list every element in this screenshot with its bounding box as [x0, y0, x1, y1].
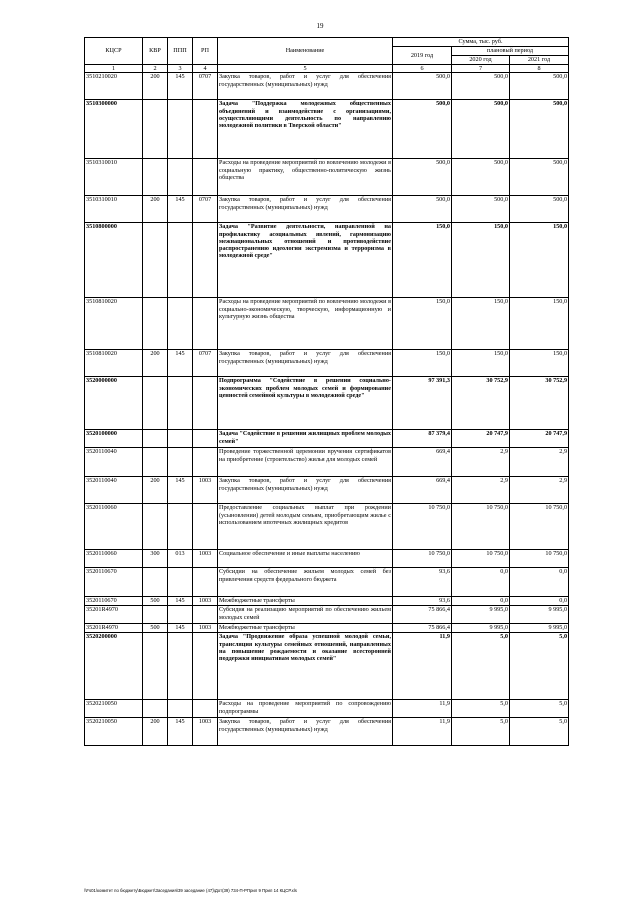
ppp-cell: 145 [168, 196, 193, 223]
ppp-cell: 145 [168, 350, 193, 377]
rp-cell [193, 700, 218, 718]
kvr-cell [143, 377, 168, 430]
rp-cell [193, 430, 218, 448]
value-2020-cell: 9 995,0 [452, 624, 510, 633]
ppp-cell [168, 568, 193, 597]
value-2020-cell: 9 995,0 [452, 606, 510, 624]
ppp-cell: 145 [168, 477, 193, 504]
value-2019-cell: 10 750,0 [393, 550, 452, 568]
name-cell: Задача "Продвижение образа успешной молодой семьи, трансляция культуры семейных отношений, направленных на повышение рождаемости и оказание всесторонней поддержки инициативам молодых семей" [218, 633, 393, 700]
name-cell: Проведение торжественной церемонии вручения сертификатов на приобретение (строительство) жилья для молодых семей [218, 448, 393, 477]
value-2021-cell: 5,0 [510, 633, 569, 700]
value-2019-cell: 669,4 [393, 477, 452, 504]
name-cell: Задача "Поддержка молодежных общественных объединений и взаимодействие с организациями, осуществляющими деятельность по направлению молодежной политики в Тверской области" [218, 100, 393, 159]
ppp-cell: 013 [168, 550, 193, 568]
ppp-cell: 145 [168, 597, 193, 606]
page-number: 19 [316, 22, 324, 30]
table-row [85, 196, 569, 223]
kcsr-cell: 3520210050 [85, 700, 143, 718]
header-sum: Сумма, тыс. руб. [393, 38, 569, 47]
name-cell: Подпрограмма "Содействие в решении социально-экономических проблем молодых семей и формирование ценностей семейной культуры в молодежной среде" [218, 377, 393, 430]
rp-cell: 0707 [193, 350, 218, 377]
kvr-cell [143, 159, 168, 196]
value-2020-cell: 2,9 [452, 448, 510, 477]
table-row [85, 568, 569, 597]
name-cell: Субсидии на обеспечение жильем молодых семей без привлечения средств федерального бюджета [218, 568, 393, 597]
table-row [85, 700, 569, 718]
value-2021-cell: 5,0 [510, 718, 569, 746]
value-2020-cell: 150,0 [452, 350, 510, 377]
kvr-cell [143, 430, 168, 448]
rp-cell [193, 159, 218, 196]
kvr-cell: 200 [143, 350, 168, 377]
table-row [85, 298, 569, 350]
kcsr-cell: 3510310010 [85, 159, 143, 196]
kcsr-cell: 3520200000 [85, 633, 143, 700]
value-2021-cell: 2,9 [510, 448, 569, 477]
value-2019-cell: 87 379,4 [393, 430, 452, 448]
ppp-cell: 145 [168, 718, 193, 746]
header-plan-period: плановый период [452, 47, 569, 56]
value-2021-cell: 10 750,0 [510, 504, 569, 550]
value-2020-cell: 5,0 [452, 718, 510, 746]
value-2021-cell: 30 752,9 [510, 377, 569, 430]
table-row [85, 100, 569, 159]
value-2021-cell: 2,9 [510, 477, 569, 504]
table-header [85, 38, 569, 73]
col-num-6: 6 [393, 65, 452, 73]
name-cell: Субсидия на реализацию мероприятий по обеспечению жильем молодых семей [218, 606, 393, 624]
name-cell: Социальное обеспечение и иные выплаты населению [218, 550, 393, 568]
kvr-cell: 500 [143, 597, 168, 606]
value-2019-cell: 500,0 [393, 159, 452, 196]
col-num-7: 7 [452, 65, 510, 73]
header-2019: 2019 год [393, 47, 452, 65]
value-2020-cell: 150,0 [452, 298, 510, 350]
header-name: Наименование [218, 38, 393, 65]
file-path-footer: \\Fs01\комитет по бюджету\Бюджет\Заседания\39 заседание (47)\Дот(39) 734-П-РПрил 9 Прил 14 КЦСР.xls [84, 888, 297, 893]
value-2020-cell: 500,0 [452, 196, 510, 223]
table-row [85, 223, 569, 298]
value-2019-cell: 11,9 [393, 633, 452, 700]
value-2021-cell: 500,0 [510, 73, 569, 100]
ppp-cell [168, 606, 193, 624]
kvr-cell [143, 100, 168, 159]
value-2021-cell: 500,0 [510, 159, 569, 196]
value-2019-cell: 500,0 [393, 73, 452, 100]
rp-cell [193, 377, 218, 430]
header-rp: РП [193, 38, 218, 65]
name-cell: Межбюджетные трансферты [218, 624, 393, 633]
kvr-cell: 200 [143, 73, 168, 100]
value-2020-cell: 10 750,0 [452, 550, 510, 568]
kcsr-cell: 3520110670 [85, 568, 143, 597]
name-cell: Закупка товаров, работ и услуг для обеспечения государственных (муниципальных) нужд [218, 196, 393, 223]
value-2019-cell: 93,6 [393, 568, 452, 597]
value-2021-cell: 10 750,0 [510, 550, 569, 568]
value-2020-cell: 500,0 [452, 159, 510, 196]
value-2019-cell: 97 391,3 [393, 377, 452, 430]
value-2020-cell: 5,0 [452, 633, 510, 700]
kcsr-cell: 3510810020 [85, 350, 143, 377]
table-row [85, 718, 569, 746]
kcsr-cell: 3520210050 [85, 718, 143, 746]
name-cell: Расходы на проведение мероприятий по сопровождению подпрограммы [218, 700, 393, 718]
ppp-cell [168, 700, 193, 718]
value-2021-cell: 150,0 [510, 298, 569, 350]
kvr-cell: 500 [143, 624, 168, 633]
ppp-cell: 145 [168, 73, 193, 100]
rp-cell [193, 568, 218, 597]
value-2019-cell: 150,0 [393, 223, 452, 298]
rp-cell [193, 606, 218, 624]
kvr-cell: 300 [143, 550, 168, 568]
kcsr-cell: 35201R4970 [85, 624, 143, 633]
name-cell: Расходы на проведение мероприятий по вовлечению молодежи в социальную практику, общественно-политическую жизнь общества [218, 159, 393, 196]
value-2019-cell: 75 866,4 [393, 606, 452, 624]
rp-cell [193, 633, 218, 700]
rp-cell [193, 298, 218, 350]
table-row [85, 430, 569, 448]
ppp-cell [168, 100, 193, 159]
value-2021-cell: 20 747,9 [510, 430, 569, 448]
rp-cell: 1003 [193, 718, 218, 746]
name-cell: Расходы на проведение мероприятий по вовлечению молодежи в социально-экономическую, творческую, информационную и культурную жизнь общества [218, 298, 393, 350]
table-row [85, 597, 569, 606]
table-row [85, 550, 569, 568]
name-cell: Задача "Содействие в решении жилищных проблем молодых семей" [218, 430, 393, 448]
kvr-cell [143, 448, 168, 477]
value-2019-cell: 10 750,0 [393, 504, 452, 550]
rp-cell: 1003 [193, 477, 218, 504]
value-2019-cell: 93,6 [393, 597, 452, 606]
value-2020-cell: 500,0 [452, 100, 510, 159]
kcsr-cell: 3520110040 [85, 477, 143, 504]
col-num-1: 1 [85, 65, 143, 73]
kcsr-cell: 3520110670 [85, 597, 143, 606]
kcsr-cell: 3520110060 [85, 504, 143, 550]
table-row [85, 504, 569, 550]
col-num-4: 4 [193, 65, 218, 73]
ppp-cell: 145 [168, 624, 193, 633]
budget-table [84, 37, 569, 746]
table-row [85, 73, 569, 100]
kcsr-cell: 3510810020 [85, 298, 143, 350]
ppp-cell [168, 430, 193, 448]
rp-cell: 0707 [193, 73, 218, 100]
rp-cell [193, 504, 218, 550]
kvr-cell [143, 504, 168, 550]
value-2021-cell: 0,0 [510, 568, 569, 597]
value-2019-cell: 11,9 [393, 718, 452, 746]
name-cell: Предоставление социальных выплат при рождении (усыновлении) детей молодым семьям, приобретающим жилье с использованием ипотечных жилищных кредитов [218, 504, 393, 550]
kvr-cell [143, 298, 168, 350]
value-2021-cell: 500,0 [510, 100, 569, 159]
ppp-cell [168, 504, 193, 550]
col-num-5: 5 [218, 65, 393, 73]
kvr-cell: 200 [143, 477, 168, 504]
kcsr-cell: 3510300000 [85, 100, 143, 159]
table-row [85, 377, 569, 430]
kcsr-cell: 3520110040 [85, 448, 143, 477]
value-2021-cell: 9 995,0 [510, 624, 569, 633]
kcsr-cell: 3520000000 [85, 377, 143, 430]
ppp-cell [168, 298, 193, 350]
kvr-cell [143, 223, 168, 298]
value-2019-cell: 150,0 [393, 350, 452, 377]
rp-cell: 0707 [193, 196, 218, 223]
name-cell: Закупка товаров, работ и услуг для обеспечения государственных (муниципальных) нужд [218, 73, 393, 100]
name-cell: Задача "Развитие деятельности, направленной на профилактику асоциальных явлений, гармонизацию межнациональных отношений и противодействие распространению идеологии экстремизма и терроризма в молодежной среде" [218, 223, 393, 298]
table-row [85, 477, 569, 504]
ppp-cell [168, 159, 193, 196]
value-2020-cell: 500,0 [452, 73, 510, 100]
table-row [85, 606, 569, 624]
value-2021-cell: 150,0 [510, 350, 569, 377]
header-ppp: ППП [168, 38, 193, 65]
table-body [85, 73, 569, 746]
kcsr-cell: 3510210020 [85, 73, 143, 100]
kcsr-cell: 3510310010 [85, 196, 143, 223]
rp-cell [193, 448, 218, 477]
header-kcsr: КЦСР [85, 38, 143, 65]
table-row [85, 633, 569, 700]
kcsr-cell: 3520110060 [85, 550, 143, 568]
value-2019-cell: 11,9 [393, 700, 452, 718]
name-cell: Закупка товаров, работ и услуг для обеспечения государственных (муниципальных) нужд [218, 477, 393, 504]
value-2020-cell: 10 750,0 [452, 504, 510, 550]
table-row [85, 448, 569, 477]
name-cell: Межбюджетные трансферты [218, 597, 393, 606]
kcsr-cell: 35201R4970 [85, 606, 143, 624]
rp-cell: 1003 [193, 597, 218, 606]
value-2020-cell: 0,0 [452, 597, 510, 606]
value-2019-cell: 75 866,4 [393, 624, 452, 633]
table-row [85, 624, 569, 633]
value-2019-cell: 150,0 [393, 298, 452, 350]
value-2020-cell: 2,9 [452, 477, 510, 504]
name-cell: Закупка товаров, работ и услуг для обеспечения государственных (муниципальных) нужд [218, 350, 393, 377]
value-2019-cell: 669,4 [393, 448, 452, 477]
value-2020-cell: 5,0 [452, 700, 510, 718]
ppp-cell [168, 223, 193, 298]
kvr-cell: 200 [143, 196, 168, 223]
ppp-cell [168, 448, 193, 477]
rp-cell [193, 100, 218, 159]
kcsr-cell: 3520100000 [85, 430, 143, 448]
name-cell: Закупка товаров, работ и услуг для обеспечения государственных (муниципальных) нужд [218, 718, 393, 746]
col-num-8: 8 [510, 65, 569, 73]
rp-cell: 1003 [193, 550, 218, 568]
table-row [85, 350, 569, 377]
value-2021-cell: 0,0 [510, 597, 569, 606]
kvr-cell [143, 633, 168, 700]
header-kvr: КВР [143, 38, 168, 65]
rp-cell [193, 223, 218, 298]
value-2019-cell: 500,0 [393, 100, 452, 159]
kvr-cell [143, 700, 168, 718]
ppp-cell [168, 633, 193, 700]
value-2020-cell: 0,0 [452, 568, 510, 597]
value-2020-cell: 20 747,9 [452, 430, 510, 448]
ppp-cell [168, 377, 193, 430]
kcsr-cell: 3510800000 [85, 223, 143, 298]
kvr-cell [143, 568, 168, 597]
value-2021-cell: 500,0 [510, 196, 569, 223]
value-2021-cell: 150,0 [510, 223, 569, 298]
kvr-cell [143, 606, 168, 624]
table-row [85, 159, 569, 196]
rp-cell: 1003 [193, 624, 218, 633]
col-num-2: 2 [143, 65, 168, 73]
value-2020-cell: 150,0 [452, 223, 510, 298]
header-2020: 2020 год [452, 56, 510, 65]
kvr-cell: 200 [143, 718, 168, 746]
value-2019-cell: 500,0 [393, 196, 452, 223]
value-2021-cell: 5,0 [510, 700, 569, 718]
value-2021-cell: 9 995,0 [510, 606, 569, 624]
header-2021: 2021 год [510, 56, 569, 65]
col-num-3: 3 [168, 65, 193, 73]
value-2020-cell: 30 752,9 [452, 377, 510, 430]
